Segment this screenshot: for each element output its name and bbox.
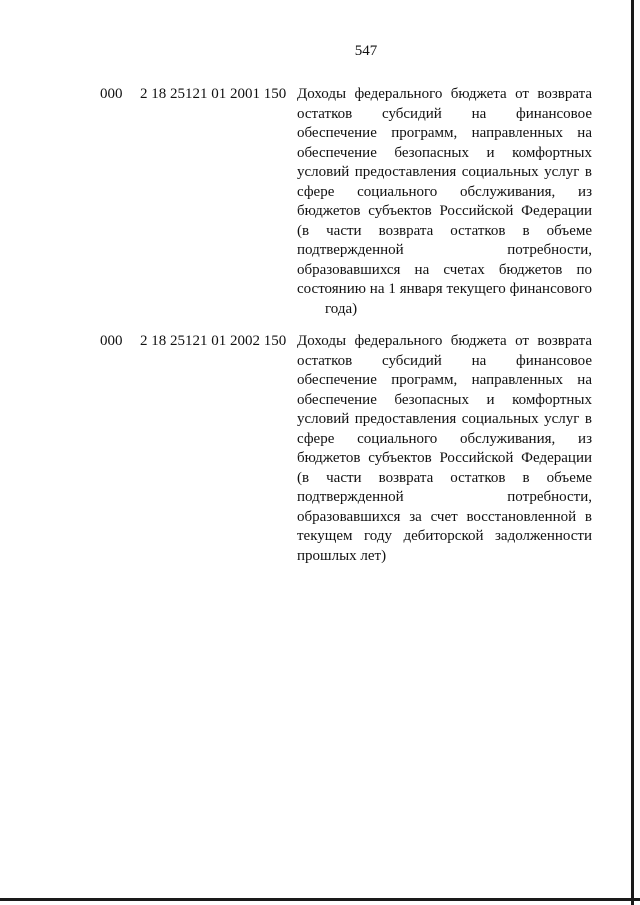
description-line: обеспечение программ, направленных на: [297, 125, 592, 141]
description-cell: [297, 332, 592, 566]
description-line: сфере социального обслуживания, из: [297, 183, 592, 200]
description-line: бюджетов субъектов Российской Федерации: [297, 450, 592, 466]
description-line: образовавшихся за счет восстановленной в: [297, 508, 592, 525]
description-line: Доходы федерального бюджета от возврата: [297, 333, 592, 349]
description-line: условий предоставления социальных услуг в: [297, 164, 592, 180]
description-line: обеспечение безопасных и комфортных: [297, 391, 592, 408]
description-line: образовавшихся на счетах бюджетов по: [297, 261, 592, 278]
description-line: условий предоставления социальных услуг в: [297, 411, 592, 427]
admin-code-cell: 000: [100, 86, 123, 102]
description-line: остатков субсидий на финансовое: [297, 352, 592, 369]
description-line: Доходы федерального бюджета от возврата: [297, 86, 592, 102]
admin-code-cell: 000: [100, 333, 123, 349]
description-line: прошлых лет): [297, 547, 387, 564]
description-line: бюджетов субъектов Российской Федерации: [297, 203, 592, 219]
description-line: подтвержденной потребности,: [297, 489, 592, 505]
description-line: подтвержденной потребности,: [297, 242, 592, 258]
page-number: 547: [354, 43, 378, 59]
description-line: состоянию на 1 января текущего финансового: [297, 281, 592, 297]
description-line: сфере социального обслуживания, из: [297, 430, 592, 447]
budget-classification-code-cell: 2 18 25121 01 2002 150: [140, 333, 287, 349]
scan-border-bottom: [0, 898, 640, 901]
description-line: текущем году дебиторской задолженности: [297, 528, 592, 544]
description-line: (в части возврата остатков в объеме: [297, 222, 592, 239]
description-cell: [297, 85, 592, 319]
description-line: обеспечение безопасных и комфортных: [297, 144, 592, 161]
description-line: года): [325, 300, 358, 317]
description-line: остатков субсидий на финансовое: [297, 105, 592, 122]
description-line: (в части возврата остатков в объеме: [297, 469, 592, 486]
scan-border-right: [631, 0, 634, 905]
description-line: обеспечение программ, направленных на: [297, 372, 592, 388]
budget-classification-code-cell: 2 18 25121 01 2001 150: [140, 86, 287, 102]
